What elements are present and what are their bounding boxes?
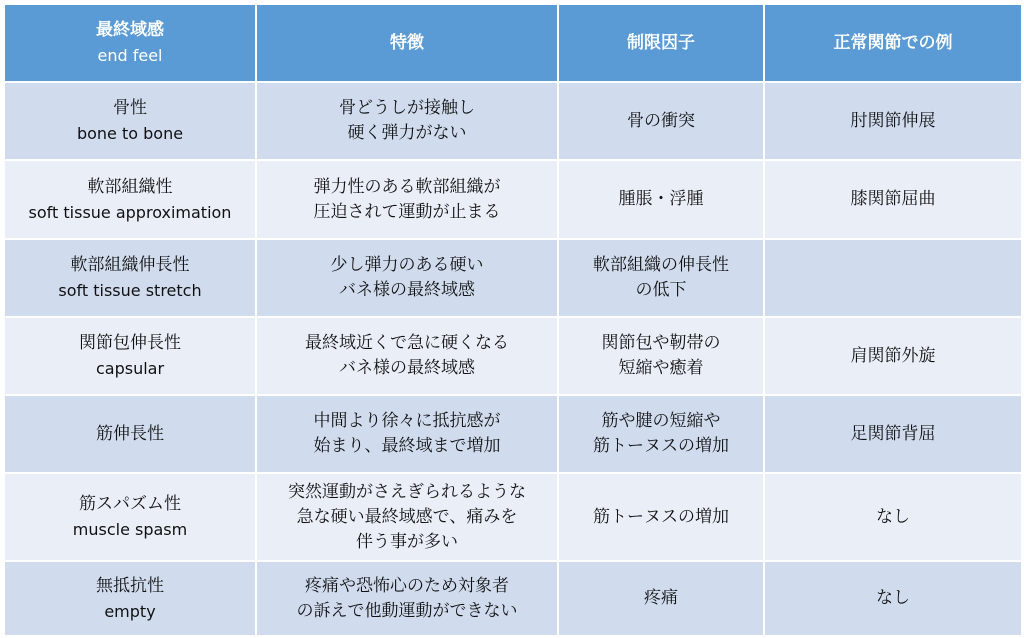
- header-end-feel-title: 最終域感: [96, 20, 164, 40]
- example-cell: なし: [764, 473, 1022, 561]
- end-feel-cell: [4, 473, 256, 561]
- end-feel-cell: [4, 561, 256, 636]
- end-feel-name: 筋伸長性: [96, 423, 164, 444]
- factor-line: の低下: [635, 280, 687, 300]
- end-feel-cell: [4, 317, 256, 395]
- end-feel-name: 無抵抗性: [96, 575, 164, 596]
- table-row: [4, 317, 1022, 395]
- feature-cell: [256, 317, 558, 395]
- table-row: [4, 561, 1022, 636]
- feature-cell: [256, 239, 558, 317]
- feature-line: 圧迫されて運動が止まる: [313, 201, 501, 222]
- feature-cell: [256, 473, 558, 561]
- table-row: [4, 473, 1022, 561]
- factor-line: 筋トーヌスの増加: [593, 506, 729, 527]
- factor-cell: [558, 473, 764, 561]
- factor-cell: [558, 239, 764, 317]
- feature-line: 疼痛や恐怖心のため対象者: [305, 575, 509, 596]
- example-cell: 肘関節伸展: [764, 82, 1022, 160]
- end-feel-name: 軟部組織伸長性: [70, 255, 190, 275]
- factor-line: 筋トーヌスの増加: [593, 436, 729, 456]
- header-row: [4, 4, 1022, 82]
- header-limiting-factor: 制限因子: [558, 4, 764, 82]
- feature-line: バネ様の最終域感: [339, 358, 475, 378]
- end-feel-cell: [4, 160, 256, 239]
- end-feel-cell: [4, 82, 256, 160]
- table-row: [4, 395, 1022, 473]
- factor-line: 疼痛: [644, 588, 678, 608]
- example-cell: [764, 239, 1022, 317]
- feature-line: 硬く弾力がない: [347, 123, 467, 143]
- end-feel-name-en: empty: [104, 601, 156, 621]
- feature-line: 弾力性のある軟部組織が: [313, 176, 501, 197]
- factor-line: 筋や腱の短縮や: [601, 411, 721, 431]
- header-end-feel-subtitle: end feel: [97, 46, 163, 65]
- end-feel-name: 関節包伸長性: [79, 333, 181, 353]
- feature-line: 最終域近くで急に硬くなる: [305, 333, 509, 353]
- end-feel-name-en: capsular: [95, 359, 165, 378]
- end-feel-table: [3, 3, 1023, 637]
- feature-line: 伴う事が多い: [356, 531, 458, 552]
- example-cell: 足関節背屈: [764, 395, 1022, 473]
- example-cell: 肩関節外旋: [764, 317, 1022, 395]
- feature-line: 始まり、最終域まで増加: [313, 436, 501, 456]
- factor-line: 腫脹・浮腫: [618, 189, 704, 209]
- feature-line: 少し弾力のある硬い: [330, 255, 484, 275]
- factor-line: 短縮や癒着: [618, 358, 704, 378]
- table-row: [4, 82, 1022, 160]
- feature-cell: [256, 561, 558, 636]
- table-row: [4, 239, 1022, 317]
- feature-line: 突然運動がさえぎられるような: [288, 481, 526, 502]
- factor-cell: [558, 160, 764, 239]
- factor-cell: [558, 317, 764, 395]
- feature-cell: [256, 160, 558, 239]
- example-cell: なし: [764, 561, 1022, 636]
- header-end-feel: [4, 4, 256, 82]
- factor-cell: [558, 395, 764, 473]
- feature-line: 急な硬い最終域感で、痛みを: [296, 506, 518, 527]
- end-feel-name: 軟部組織性: [87, 176, 173, 197]
- header-feature: 特徴: [256, 4, 558, 82]
- end-feel-name-en: bone to bone: [76, 124, 184, 143]
- feature-cell: [256, 82, 558, 160]
- table-row: [4, 160, 1022, 239]
- factor-line: 関節包や靭帯の: [601, 333, 721, 353]
- end-feel-cell: [4, 239, 256, 317]
- feature-line: の訴えで他動運動ができない: [296, 600, 518, 621]
- factor-cell: [558, 82, 764, 160]
- factor-cell: [558, 561, 764, 636]
- end-feel-name-en: soft tissue stretch: [58, 281, 202, 300]
- end-feel-name-en: soft tissue approximation: [28, 202, 232, 222]
- feature-cell: [256, 395, 558, 473]
- factor-line: 軟部組織の伸長性: [593, 255, 729, 275]
- header-normal-joint-example: 正常関節での例: [764, 4, 1022, 82]
- end-feel-name: 骨性: [113, 98, 147, 118]
- end-feel-cell: [4, 395, 256, 473]
- factor-line: 骨の衝突: [627, 110, 695, 131]
- end-feel-name: 筋スパズム性: [79, 494, 181, 514]
- feature-line: 骨どうしが接触し: [339, 98, 475, 118]
- example-cell: 膝関節屈曲: [764, 160, 1022, 239]
- feature-line: バネ様の最終域感: [339, 280, 475, 300]
- end-feel-name-en: muscle spasm: [72, 520, 188, 539]
- feature-line: 中間より徐々に抵抗感が: [313, 411, 501, 431]
